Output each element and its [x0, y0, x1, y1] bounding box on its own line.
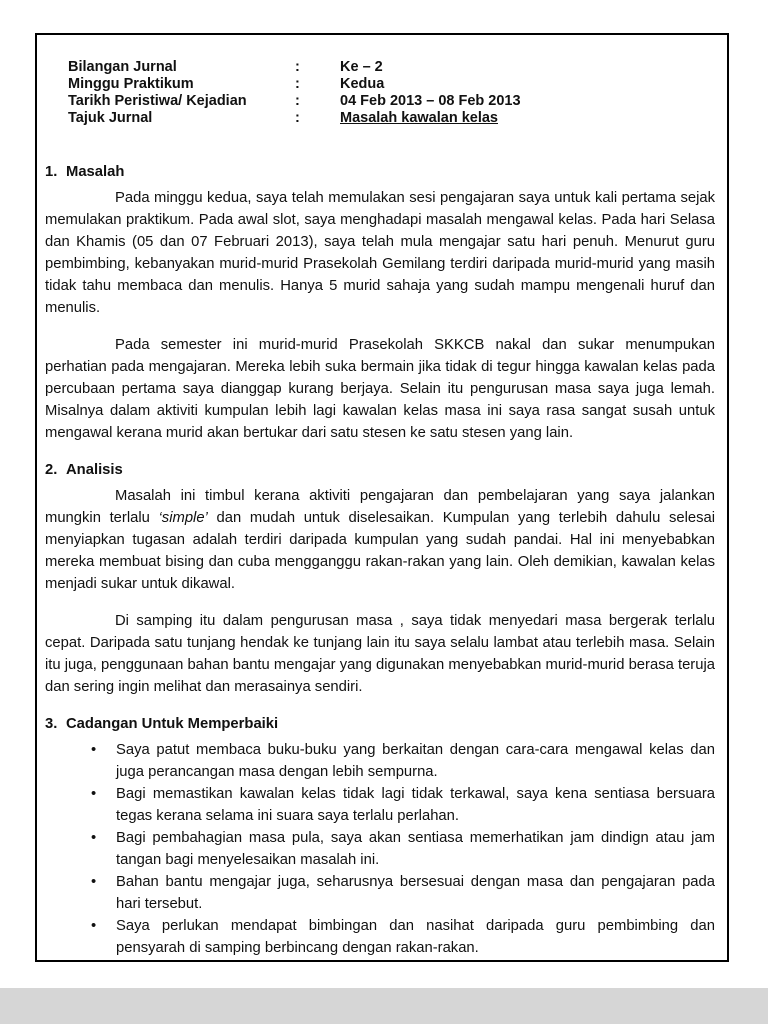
paragraph — [45, 485, 715, 595]
bullet-text: Bahan bantu mengajar juga, seharusnya bersesuai dengan masa dan pengajaran pada hari tersebut. — [116, 874, 715, 912]
header-value: Ke – 2 — [340, 59, 383, 75]
viewer-gutter — [0, 988, 768, 1024]
header-value: Kedua — [340, 76, 385, 92]
section-heading — [45, 459, 715, 481]
page-border-frame — [35, 33, 729, 962]
section-title: Cadangan Untuk Memperbaiki — [66, 716, 279, 732]
bullet-item — [116, 871, 715, 915]
section-heading — [45, 161, 715, 183]
paragraph: Pada minggu kedua, saya telah memulakan sesi pengajaran saya untuk kali pertama sejak memulakan praktikum. Pada awal slot, saya menghadapi masalah mengawal kelas. Pada hari Selasa dan Khamis (05 dan 07 Februari 2013), saya telah mula mengajar satu hari penuh. Menurut guru pembimbing, kebanyakan murid-murid Prasekolah Gemilang terdiri daripada murid-murid yang masih tidak tahu membaca dan menulis. Hanya 5 murid sahaja yang sudah mampu mengenali huruf dan menulis. — [45, 190, 715, 316]
header-value: 04 Feb 2013 – 08 Feb 2013 — [340, 93, 521, 109]
bullet-item — [116, 783, 715, 827]
header-colon: : — [295, 93, 300, 109]
header-colon: : — [295, 110, 300, 126]
section-analisis — [45, 459, 715, 698]
bullet-text: Bagi pembahagian masa pula, saya akan sentiasa memerhatikan jam dindign atau jam tangan bagi menyelesaikan masalah ini. — [116, 830, 715, 868]
bullet-text: Saya patut membaca buku-buku yang berkaitan dengan cara-cara mengawal kelas dan juga perancangan masa dengan lebih sempurna. — [116, 742, 715, 780]
header-row-tarikh-peristiwa — [68, 93, 715, 110]
bullet-item — [116, 739, 715, 783]
section-title: Masalah — [66, 164, 125, 180]
header-colon: : — [295, 59, 300, 75]
journal-header — [68, 59, 715, 127]
header-label: Tajuk Jurnal — [68, 110, 153, 126]
bullet-text: Saya perlukan mendapat bimbingan dan nasihat daripada guru pembimbing dan pensyarah di samping berbincang dengan rakan-rakan. — [116, 918, 715, 956]
section-number: 1. — [45, 164, 58, 180]
header-value: Masalah kawalan kelas — [340, 110, 498, 126]
section-masalah — [45, 161, 715, 444]
section-title: Analisis — [66, 462, 123, 478]
bullet-text: Bagi memastikan kawalan kelas tidak lagi tidak terkawal, saya kena sentiasa bersuara tegas kerana selama ini suara saya terlalu perlahan. — [116, 786, 715, 824]
header-row-minggu-praktikum — [68, 76, 715, 93]
section-number: 2. — [45, 462, 58, 478]
bullet-item — [116, 827, 715, 871]
header-label: Minggu Praktikum — [68, 76, 194, 92]
header-row-tajuk-jurnal — [68, 110, 715, 127]
paragraph-text: dan mudah untuk diselesaikan. Kumpulan yang terlebih dahulu selesai menyiapkan tugasan adalah terdiri daripada kumpulan yang sudah pandai. Hal ini menyebabkan mereka membuat bising dan cuba mengganggu rakan-rakan yang lain. Oleh demikian, kawalan kelas menjadi sukar untuk dikawal. — [45, 510, 716, 592]
italic-text: ‘simple’ — [158, 510, 208, 526]
header-colon: : — [295, 76, 300, 92]
paragraph-text: Masalah ini timbul kerana aktiviti pengajaran dan pembelajaran yang saya jalankan mungkin terlalu — [45, 488, 715, 526]
section-cadangan — [45, 713, 715, 959]
header-label: Tarikh Peristiwa/ Kejadian — [68, 93, 247, 109]
header-row-bilangan-jurnal — [68, 59, 715, 76]
section-heading — [45, 713, 715, 735]
paragraph: Di samping itu dalam pengurusan masa , saya tidak menyedari masa bergerak terlalu cepat. Daripada satu tunjang hendak ke tunjang lain itu saya selalu lambat atau terlebih masa. Selain itu juga, penggunaan bahan bantu mengajar yang digunakan menyebabkan murid-murid berasa teruja dan sering ingin melihat dan merasainya sendiri. — [45, 613, 715, 695]
page-content — [37, 35, 727, 959]
paragraph: Pada semester ini murid-murid Prasekolah SKKCB nakal dan sukar menumpukan perhatian pada mengajaran. Mereka lebih suka bermain jika tidak di tegur hingga kawalan kelas pada percubaan pertama saya dianggap kurang berjaya. Selain itu pengurusan masa saya juga lemah. Misalnya dalam aktiviti kumpulan lebih lagi kawalan kelas masa ini saya rasa sangat susah untuk mengawal kerana murid akan bertukar dari satu stesen ke satu stesen yang lain. — [45, 337, 715, 441]
bullet-list — [45, 739, 715, 959]
header-label: Bilangan Jurnal — [68, 59, 177, 75]
bullet-item — [116, 915, 715, 959]
section-number: 3. — [45, 716, 58, 732]
